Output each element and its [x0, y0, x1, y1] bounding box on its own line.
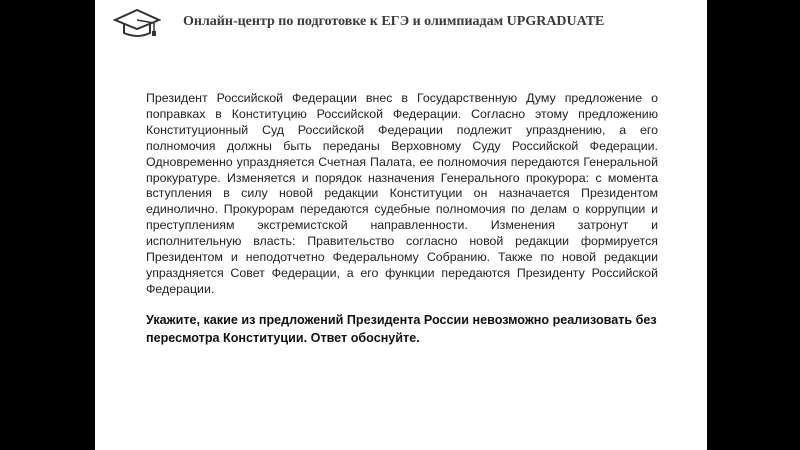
slide-header — [95, 0, 707, 42]
slide — [95, 0, 707, 450]
task-question: Укажите, какие из предложений Президента России невозможно реализовать без пересмотра Конституции. Ответ обоснуйте. — [146, 313, 657, 345]
header-title: Онлайн-центр по подготовке к ЕГЭ и олимпиадам UPGRADUATE — [183, 14, 605, 29]
task-paragraph: Президент Российской Федерации внес в Государственную Думу предложение о поправках в Конституцию Российской Федерации. Согласно этому предложению Конституционный Суд Российской Федерации подлежит упразднению, а его полномочия должны быть переданы Верховному Суду Российской Федерации. Одновременно упраздняется Счетная Палата, ее полномочия передаются Генеральной прокуратуре. Изменяется и порядок назначения Генерального прокурора: с момента вступления в силу новой редакции Конституции он назначается Президентом единолично. Прокурорам передаются судебные полномочия по делам о коррупции и преступлениям экстремистской направленности. Изменения затронут и исполнительную власть: Правительство согласно новой редакции формируется Президентом и неподотчетно Федеральному Собранию. Также по новой редакции упраздняется Совет Федерации, а его функции передаются Президенту Российской Федерации. — [146, 91, 658, 296]
graduation-cap-icon — [113, 8, 161, 38]
